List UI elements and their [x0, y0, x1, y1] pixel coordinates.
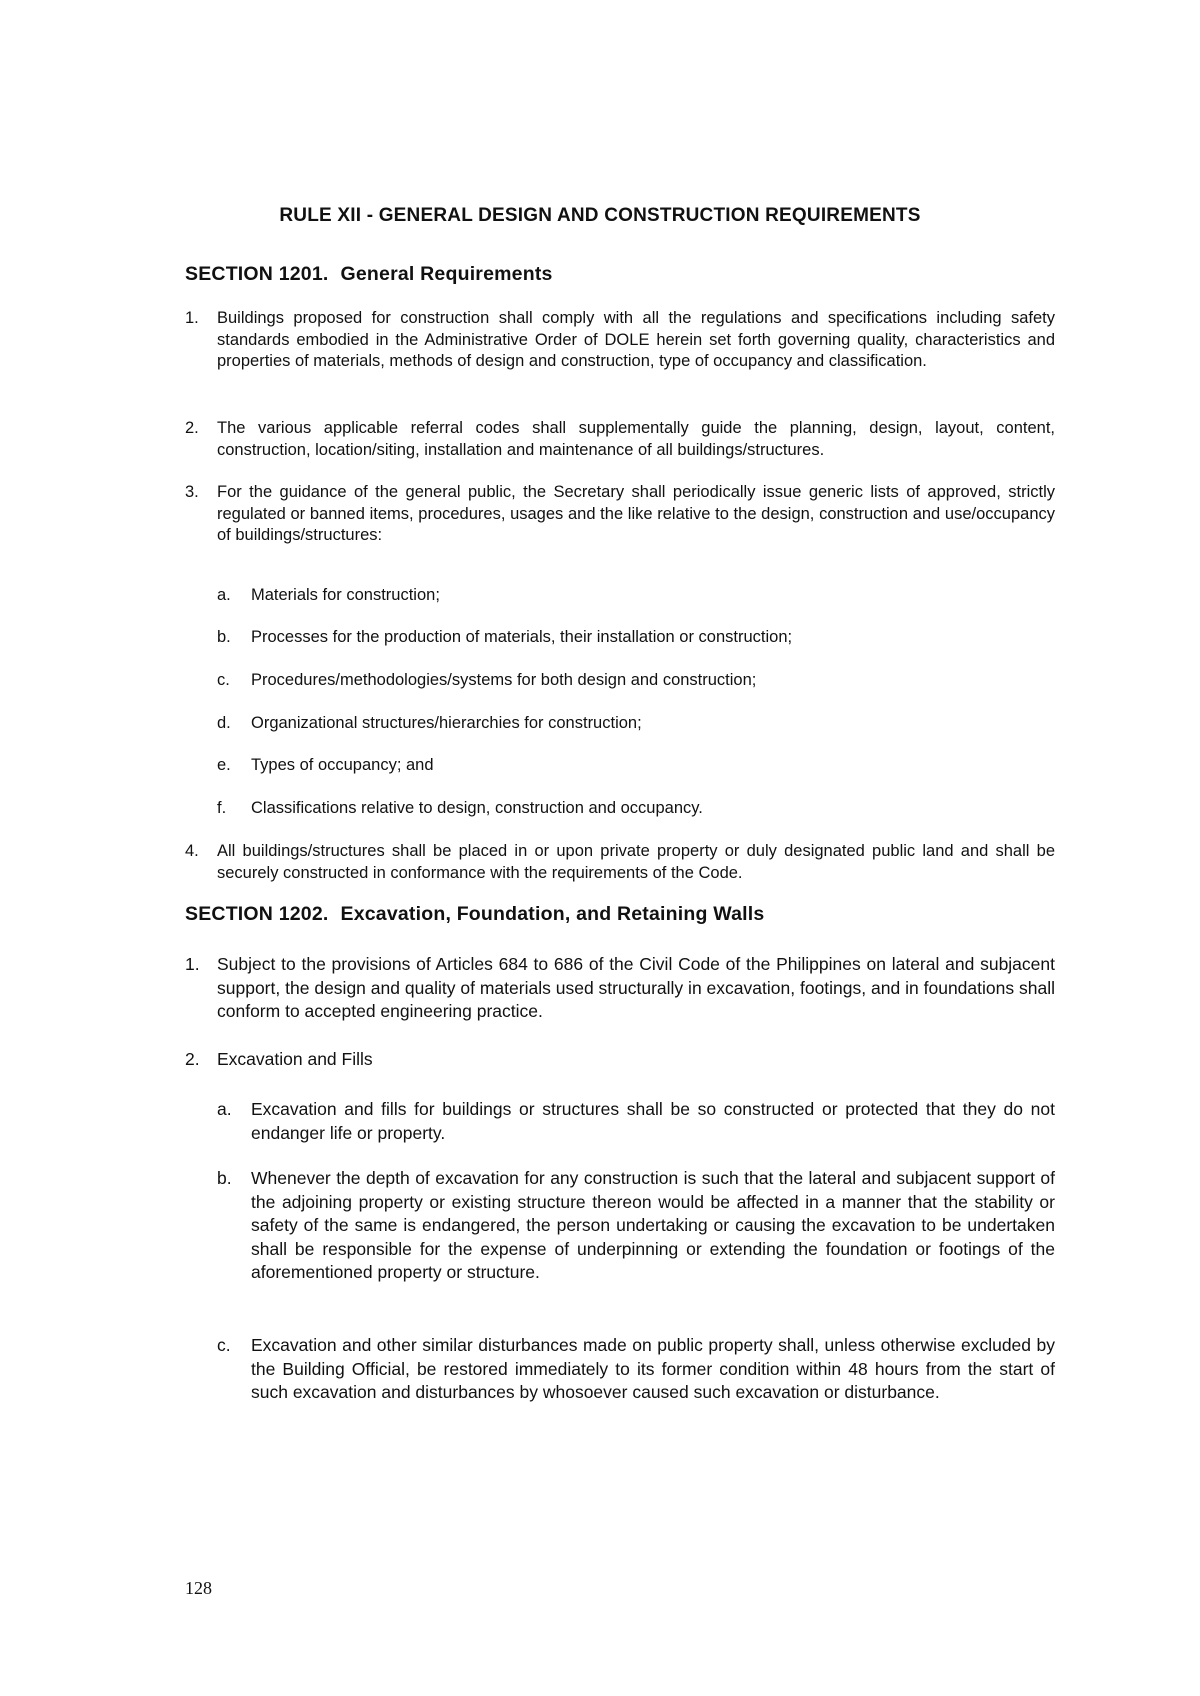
item-marker: 2. — [185, 419, 199, 437]
section-1202-subitem-b — [217, 1167, 1055, 1285]
item-text: Subject to the provisions of Articles 684 to 686 of the Civil Code of the Philippines on lateral and subjacent support, the design and quality of materials used structurally in excavation, footings, and in foundations shall conform to accepted engineering practice. — [217, 954, 1055, 1021]
subitem-marker: b. — [217, 628, 231, 646]
subitem-text: Whenever the depth of excavation for any construction is such that the lateral and subjacent support of the adjoining property or existing structure thereon would be affected in a manner that the stability or safety of the same is endangered, the person undertaking or causing the excavation to be undertaken shall be responsible for the expense of underpinning or extending the foundation or footings of the aforementioned property or structure. — [251, 1168, 1055, 1282]
section-1201-subitem-d — [217, 713, 1055, 735]
section-1201-subitem-a — [217, 585, 1055, 607]
item-text: For the guidance of the general public, the Secretary shall periodically issue generic lists of approved, strictly regulated or banned items, procedures, usages and the like relative to the design, construction and use/occupancy of buildings/structures: — [217, 483, 1055, 544]
section-1201-subitem-b — [217, 627, 1055, 649]
subitem-marker: c. — [217, 1335, 231, 1355]
section-1202-item-1 — [185, 953, 1055, 1024]
item-text: The various applicable referral codes shall supplementally guide the planning, design, layout, content, construction, location/siting, installation and maintenance of all buildings/structures. — [217, 419, 1055, 459]
subitem-marker: e. — [217, 756, 231, 774]
subitem-text: Organizational structures/hierarchies for construction; — [251, 714, 642, 732]
section-1202-number: SECTION 1202. — [185, 903, 329, 925]
section-1201-heading — [185, 263, 553, 286]
item-text: Buildings proposed for construction shall comply with all the regulations and specifications including safety standards embodied in the Administrative Order of DOLE herein set forth governing quality, characteristics and properties of materials, methods of design and construction, type of occupancy and classification. — [217, 309, 1055, 370]
item-text: Excavation and Fills — [217, 1049, 373, 1069]
subitem-text: Types of occupancy; and — [251, 756, 434, 774]
item-marker: 4. — [185, 842, 199, 860]
item-marker: 2. — [185, 1049, 200, 1069]
item-text: All buildings/structures shall be placed in or upon private property or duly designated public land and shall be securely constructed in conformance with the requirements of the Code. — [217, 842, 1055, 882]
section-1202-title: Excavation, Foundation, and Retaining Walls — [340, 903, 765, 925]
section-1201-number: SECTION 1201. — [185, 263, 329, 285]
subitem-marker: a. — [217, 1099, 232, 1119]
section-1201-item-3 — [185, 482, 1055, 547]
subitem-text: Classifications relative to design, construction and occupancy. — [251, 799, 703, 817]
subitem-marker: b. — [217, 1168, 232, 1188]
section-1201-subitem-c — [217, 670, 1055, 692]
section-1201-title: General Requirements — [340, 263, 553, 285]
section-1201-subitem-e — [217, 755, 1055, 777]
rule-title: RULE XII - GENERAL DESIGN AND CONSTRUCTION REQUIREMENTS — [279, 205, 921, 226]
section-1202-heading — [185, 903, 764, 926]
section-1202-subitem-a — [217, 1098, 1055, 1145]
section-1202-item-2 — [185, 1048, 1055, 1072]
subitem-marker: f. — [217, 799, 227, 817]
item-marker: 1. — [185, 309, 199, 327]
section-1201-subitem-f — [217, 798, 1055, 820]
subitem-text: Processes for the production of materials, their installation or construction; — [251, 628, 793, 646]
section-1201-item-4 — [185, 841, 1055, 884]
section-1202-subitem-c — [217, 1334, 1055, 1405]
section-1201-item-2 — [185, 418, 1055, 461]
item-marker: 1. — [185, 954, 200, 974]
subitem-text: Excavation and other similar disturbances made on public property shall, unless otherwise excluded by the Building Official, be restored immediately to its former condition within 48 hours from the start of such excavation and disturbances by whosoever caused such excavation or disturbance. — [251, 1335, 1055, 1402]
subitem-marker: d. — [217, 714, 231, 732]
section-1201-item-1 — [185, 308, 1055, 373]
subitem-text: Excavation and fills for buildings or structures shall be so constructed or protected that they do not endanger life or property. — [251, 1099, 1055, 1143]
subitem-text: Materials for construction; — [251, 586, 440, 604]
item-marker: 3. — [185, 483, 199, 501]
subitem-marker: a. — [217, 586, 231, 604]
page-number: 128 — [185, 1578, 212, 1598]
subitem-marker: c. — [217, 671, 230, 689]
subitem-text: Procedures/methodologies/systems for both design and construction; — [251, 671, 757, 689]
